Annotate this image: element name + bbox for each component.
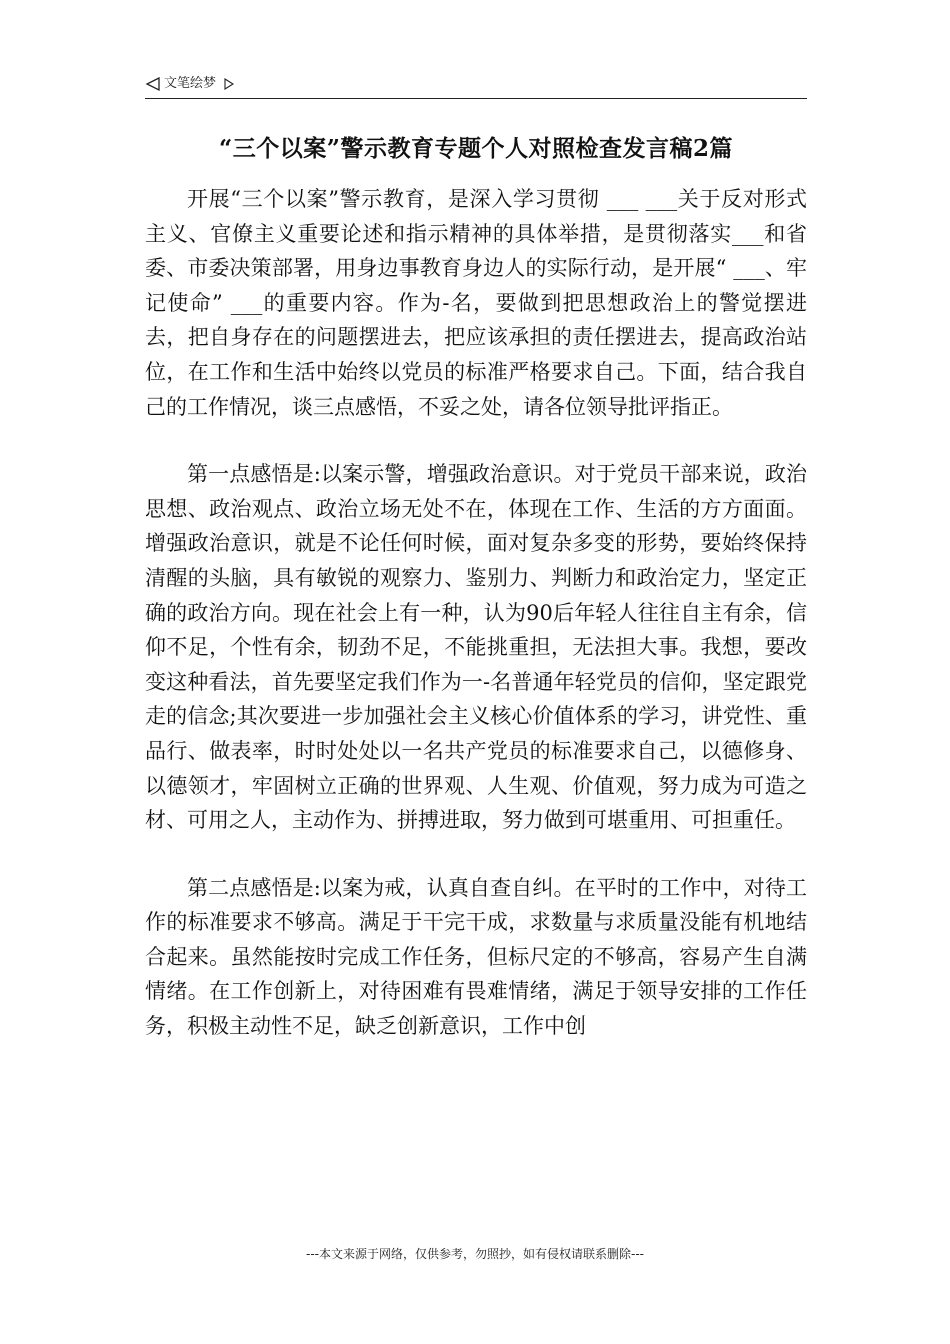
footer-disclaimer: ---本文来源于网络，仅供参考，勿照抄，如有侵权请联系删除---	[306, 1247, 644, 1261]
page-header	[145, 74, 807, 99]
brand-label: 文笔绘梦	[164, 76, 217, 91]
triangle-left-icon	[145, 76, 161, 92]
paragraph-insight-two: 第二点感悟是:以案为戒，认真自查自纠。在平时的工作中，对待工作的标准要求不够高。满足于干完干成，求数量与求质量没能有机地结合起来。虽然能按时完成工作任务，但标尺定的不够高，容易产生自满情绪。在工作创新上，对待困难有畏难情绪，满足于领导安排的工作任务，积极主动性不足，缺乏创新意识，工作中创	[145, 875, 807, 1039]
document-title: “三个以案”警示教育专题个人对照检查发言稿2篇	[219, 135, 733, 162]
paragraph-insight-one: 第一点感悟是:以案示警，增强政治意识。对于党员干部来说，政治思想、政治观点、政治立场无处不在，体现在工作、生活的方方面面。增强政治意识，就是不论任何时候，面对复杂多变的形势，要始终保持清醒的头脑，具有敏锐的观察力、鉴别力、判断力和政治定力，坚定正确的政治方向。现在社会上有一种，认为90后年轻人往往自主有余，信仰不足，个性有余，韧劲不足，不能挑重担，无法担大事。我想，要改变这种看法，首先要坚定我们作为一-名普通年轻党员的信仰，坚定跟党走的信念;其次要进一步加强社会主义核心价值体系的学习，讲党性、重品行、做表率，时时处处以一名共产党员的标准要求自己，以德修身、以德领才，牢固树立正确的世界观、人生观、价值观，努力成为可造之材、可用之人，主动作为、拼搏进取，努力做到可堪重用、可担重任。	[145, 462, 807, 833]
triangle-right-icon	[224, 78, 234, 90]
brand	[145, 74, 234, 94]
document-body	[145, 182, 807, 1044]
paragraph-intro: 开展“三个以案”警示教育，是深入学习贯彻 ___ ___关于反对形式主义、官僚主义重要论述和指示精神的具体举措，是贯彻落实___和省委、市委决策部署，用身边事教育身边人的实际行动，是开展“ ___、牢记使命” ___的重要内容。作为-名，要做到把思想政治上的警觉摆进去，把自身存在的问题摆进去，把应该承担的责任摆进去，提高政治站位，在工作和生活中始终以党员的标准严格要求自己。下面，结合我自己的工作情况，谈三点感悟，不妥之处，请各位领导批评指正。	[145, 187, 807, 419]
